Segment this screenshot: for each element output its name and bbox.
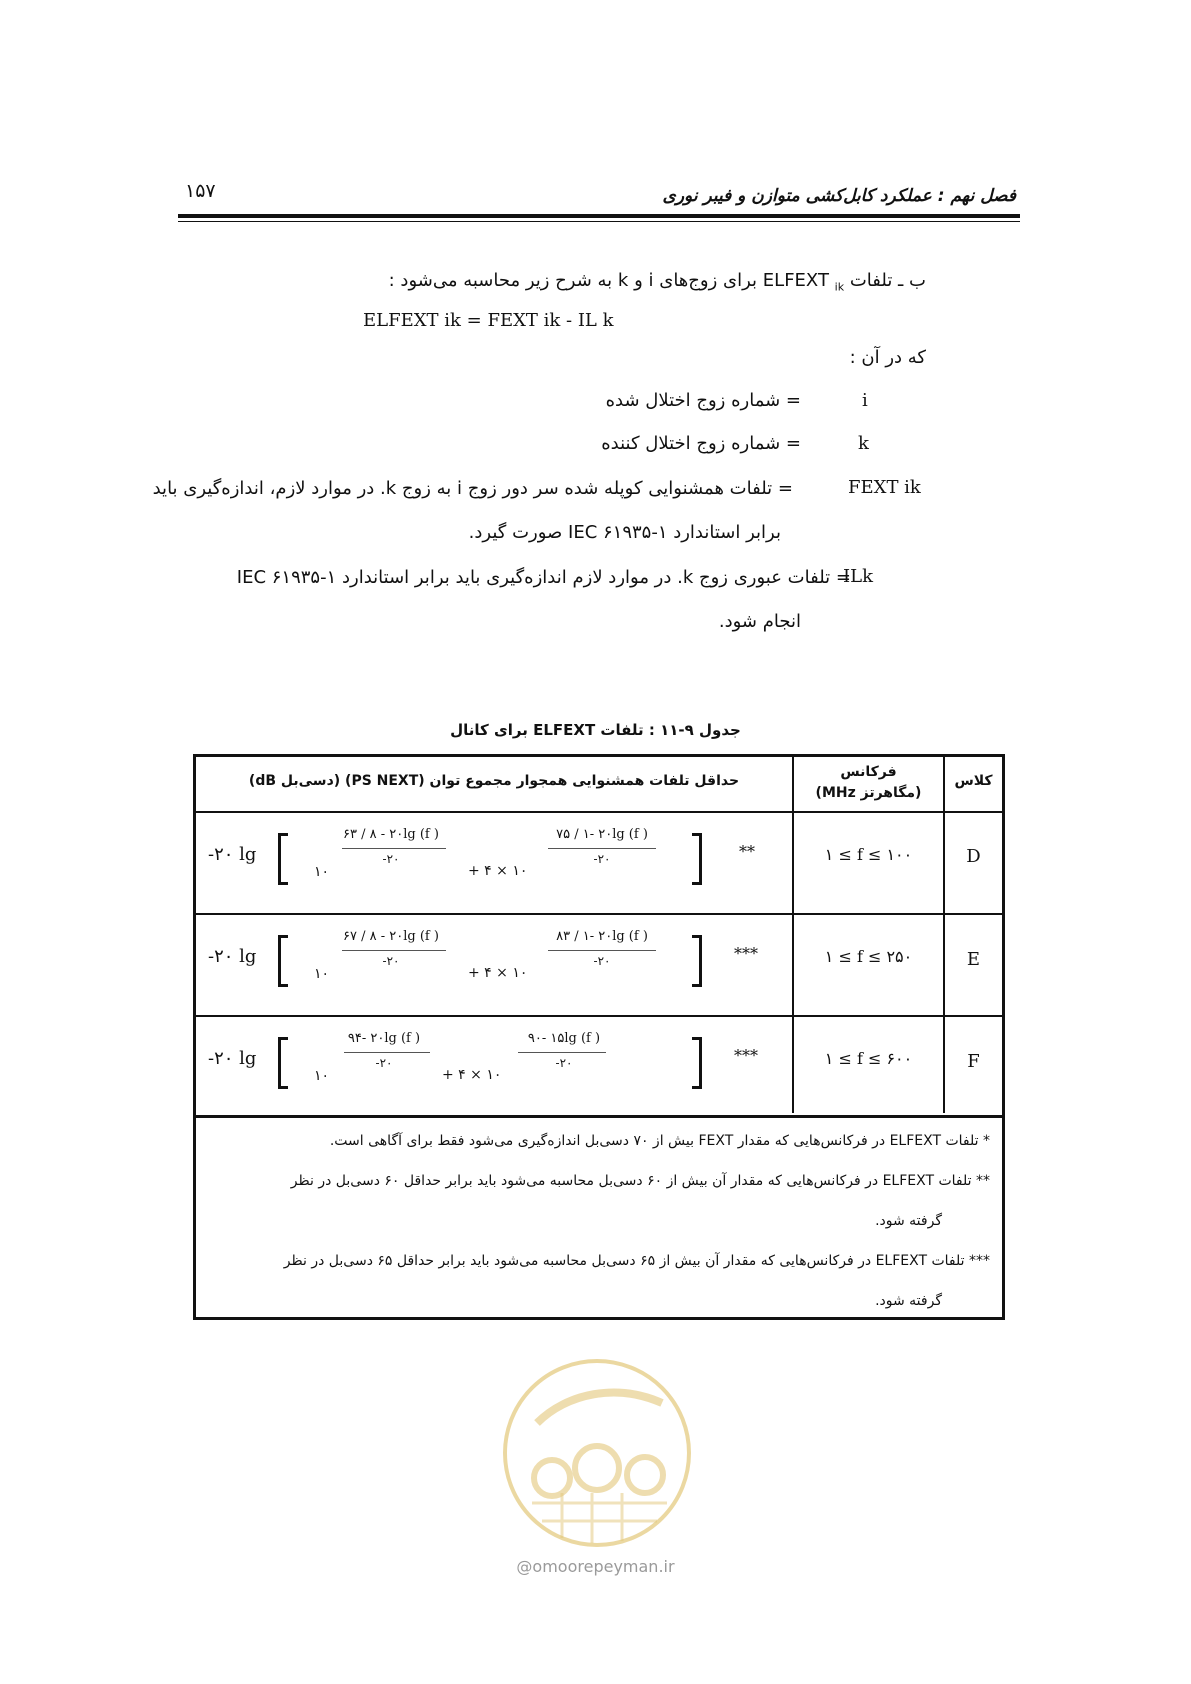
exponent-numerator-2: ۸۳ / ۱- ۲۰lg (f ) xyxy=(556,929,648,944)
fraction-bar xyxy=(518,1052,606,1053)
def-text-k: = شماره زوج اختلال کننده xyxy=(601,433,801,454)
intro-line-b: ب ـ تلفات ELFEXT xyxy=(762,270,926,291)
fraction-bar xyxy=(342,950,446,951)
frequency-cell: ۱ ≤ f ≤ ۲۵۰ xyxy=(824,947,913,966)
table-note: گرفته شود. xyxy=(875,1293,942,1309)
formula-prefix: -۲۰ lg xyxy=(208,946,257,967)
formula-multiplier: + ۴ × ۱۰ xyxy=(442,1067,502,1083)
frequency-cell: ۱ ≤ f ≤ ۱۰۰ xyxy=(824,845,913,864)
header-limit: حداقل تلفات همشنوایی همجوار مجموع توان (PS NEXT) (دسی‌بل dB) xyxy=(248,773,740,789)
exponent-denominator-2: -۲۰ xyxy=(593,954,611,968)
right-bracket xyxy=(692,833,702,885)
table-note: ** تلفات ELFEXT در فرکانس‌هایی که مقدار آن بیش از ۶۰ دسی‌بل محاسبه می‌شود باید برابر حداقل ۶۰ دسی‌بل در نظر xyxy=(290,1173,990,1189)
table-note: *** تلفات ELFEXT در فرکانس‌هایی که مقدار آن بیش از ۶۵ دسی‌بل محاسبه می‌شود باید برابر حداقل ۶۵ دسی‌بل در نظر xyxy=(283,1253,990,1269)
exponent-denominator-1: -۲۰ xyxy=(375,1056,393,1070)
def-symbol-i: i xyxy=(862,390,868,411)
exponent-denominator-1: -۲۰ xyxy=(382,852,400,866)
elfext-table xyxy=(193,754,1005,1320)
def-text-i: = شماره زوج اختلال شده xyxy=(605,390,801,411)
formula-base: ۱۰ xyxy=(314,864,330,880)
intro-line xyxy=(389,270,926,294)
frequency-cell: ۱ ≤ f ≤ ۶۰۰ xyxy=(824,1049,913,1068)
formula-multiplier: + ۴ × ۱۰ xyxy=(468,863,528,879)
row-divider-f xyxy=(196,1115,1002,1118)
page-number: ۱۵۷ xyxy=(185,180,216,202)
def-text-fext-cont: برابر استاندارد IEC ۶۱۹۳۵-۱ صورت گیرد. xyxy=(468,522,781,543)
def-symbol-il: ILk xyxy=(843,566,873,587)
left-bracket xyxy=(278,1037,288,1089)
def-text-fext: = تلفات همشنوایی کوپله شده سر دور زوج i به زوج k. در موارد لازم، اندازه‌گیری باید xyxy=(152,478,793,499)
fraction-bar xyxy=(344,1052,430,1053)
def-symbol-fext: FEXT ik xyxy=(848,477,921,498)
table-note: گرفته شود. xyxy=(875,1213,942,1229)
footnote-mark: *** xyxy=(734,1046,758,1065)
right-bracket xyxy=(692,935,702,987)
exponent-denominator-1: -۲۰ xyxy=(382,954,400,968)
exponent-numerator-1: ۶۳ / ۸ - ۲۰lg (f ) xyxy=(343,827,439,842)
formula-cell xyxy=(196,915,792,1015)
class-cell: E xyxy=(966,949,981,970)
table-note: * تلفات ELFEXT در فرکانس‌هایی که مقدار FEXT بیش از ۷۰ دسی‌بل اندازه‌گیری می‌شود فقط برای آگاهی است. xyxy=(329,1133,990,1149)
fraction-bar xyxy=(548,848,656,849)
formula-cell xyxy=(196,1017,792,1115)
table-caption: جدول ۹-۱۱ : تلفات ELFEXT برای کانال xyxy=(450,721,741,739)
footnote-mark: ** xyxy=(739,842,755,861)
exponent-numerator-2: ۷۵ / ۱- ۲۰lg (f ) xyxy=(556,827,648,842)
watermark-logo xyxy=(497,1353,697,1553)
right-bracket xyxy=(692,1037,702,1089)
fraction-bar xyxy=(342,848,446,849)
exponent-numerator-1: ۶۷ / ۸ - ۲۰lg (f ) xyxy=(343,929,439,944)
def-symbol-k: k xyxy=(858,433,869,454)
formula-base: ۱۰ xyxy=(314,1068,330,1084)
formula-cell xyxy=(196,813,792,913)
exponent-denominator-2: -۲۰ xyxy=(593,852,611,866)
elfext-formula: ELFEXT ik = FEXT ik - IL k xyxy=(363,310,614,331)
class-cell: D xyxy=(966,846,981,867)
footnote-mark: *** xyxy=(734,944,758,963)
left-bracket xyxy=(278,833,288,885)
header-rule-thin xyxy=(178,221,1020,222)
exponent-numerator-1: ۹۴- ۲۰lg (f ) xyxy=(347,1031,421,1046)
header-frequency-line1: فرکانس xyxy=(840,764,897,780)
header-frequency-line2: (مگاهرتز MHz) xyxy=(815,785,922,801)
def-text-il: = تلفات عبوری زوج k. در موارد لازم اندازه‌گیری باید برابر استاندارد IEC ۶۱۹۳۵-۱ xyxy=(236,567,851,588)
formula-base: ۱۰ xyxy=(314,966,330,982)
exponent-numerator-2: ۹۰- ۱۵lg (f ) xyxy=(527,1031,601,1046)
watermark-site: @omoorepeyman.ir xyxy=(516,1557,675,1576)
formula-multiplier: + ۴ × ۱۰ xyxy=(468,965,528,981)
intro-line-b-sub: ik xyxy=(834,280,845,294)
header-rule-thick xyxy=(178,214,1020,218)
left-bracket xyxy=(278,935,288,987)
where-label: که در آن : xyxy=(849,347,926,368)
formula-prefix: -۲۰ lg xyxy=(208,1048,257,1069)
def-text-il-cont: انجام شود. xyxy=(718,611,801,632)
fraction-bar xyxy=(548,950,656,951)
header-class: کلاس xyxy=(954,773,993,789)
intro-line-b-rest: برای زوج‌های i و k به شرح زیر محاسبه می‌شود : xyxy=(388,270,758,291)
watermark-seal-icon xyxy=(497,1353,697,1553)
class-cell: F xyxy=(967,1051,980,1072)
exponent-denominator-2: -۲۰ xyxy=(555,1056,573,1070)
chapter-title: فصل نهم : عملکرد کابل‌کشی متوازن و فیبر نوری xyxy=(662,186,1016,206)
formula-prefix: -۲۰ lg xyxy=(208,844,257,865)
header-frequency xyxy=(794,762,943,804)
